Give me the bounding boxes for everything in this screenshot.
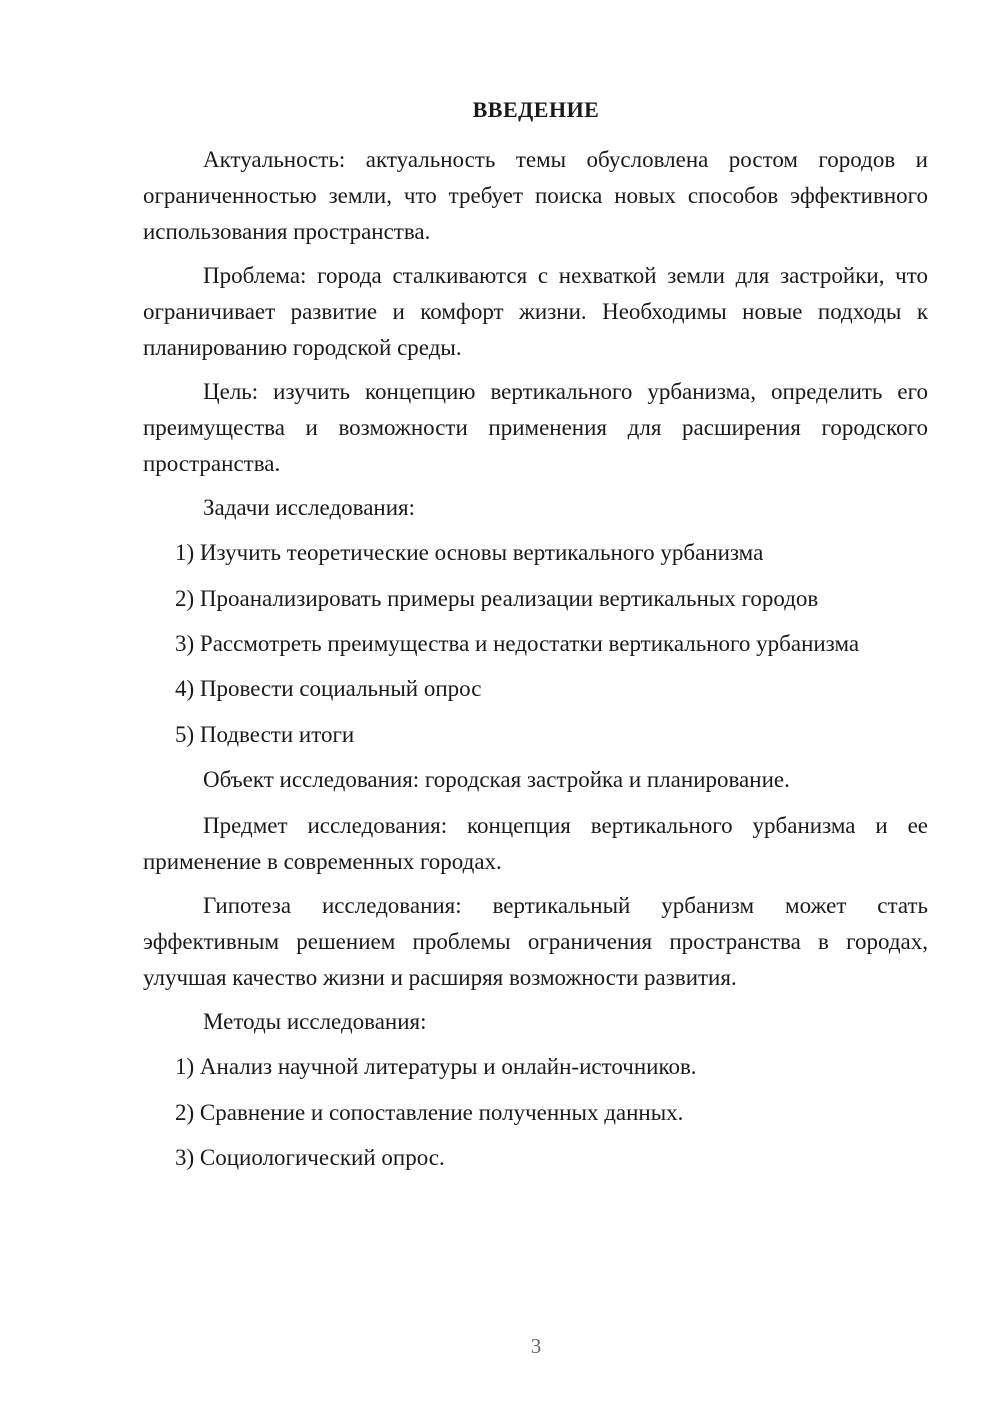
task-item: 4) Провести социальный опрос [175, 676, 482, 701]
task-item: 1) Изучить теоретические основы вертикального урбанизма [175, 540, 764, 565]
method-item: 3) Социологический опрос. [175, 1145, 445, 1170]
paragraph-relevance [143, 142, 928, 250]
paragraph-text: Актуальность: актуальность темы обусловлена ростом городов и ограниченностью земли, что требует поиска новых способов эффективного использования пространства. [143, 147, 928, 244]
paragraph-goal [143, 374, 928, 482]
paragraph-text: Проблема: города сталкиваются с нехваткой земли для застройки, что ограничивает развитие и комфорт жизни. Необходимы новые подходы к планированию городской среды. [143, 263, 928, 360]
paragraph-hypothesis [143, 888, 928, 996]
page-number: 3 [530, 1334, 542, 1358]
methods-heading [143, 1004, 928, 1040]
paragraph-object [143, 762, 928, 798]
paragraph-subject [143, 808, 928, 880]
paragraph-text: Предмет исследования: концепция вертикального урбанизма и ее применение в современных городах. [143, 813, 928, 874]
task-item: 2) Проанализировать примеры реализации вертикальных городов [175, 586, 819, 611]
method-item: 1) Анализ научной литературы и онлайн-источников. [175, 1054, 697, 1079]
paragraph-problem [143, 258, 928, 366]
paragraph-text: Гипотеза исследования: вертикальный урбанизм может стать эффективным решением проблемы ограничения пространства в городах, улучшая качество жизни и расширяя возможности развития. [143, 893, 928, 990]
tasks-heading [143, 490, 928, 526]
tasks-heading-text: Задачи исследования: [203, 495, 416, 520]
paragraph-text: Объект исследования: городская застройка и планирование. [203, 767, 790, 792]
task-item: 3) Рассмотреть преимущества и недостатки вертикального урбанизма [175, 631, 860, 656]
method-item: 2) Сравнение и сопоставление полученных данных. [175, 1100, 684, 1125]
task-item: 5) Подвести итоги [175, 722, 355, 747]
page-title: ВВЕДЕНИЕ [472, 97, 600, 122]
methods-heading-text: Методы исследования: [203, 1009, 427, 1034]
paragraph-text: Цель: изучить концепцию вертикального урбанизма, определить его преимущества и возможности применения для расширения городского пространства. [143, 379, 928, 476]
